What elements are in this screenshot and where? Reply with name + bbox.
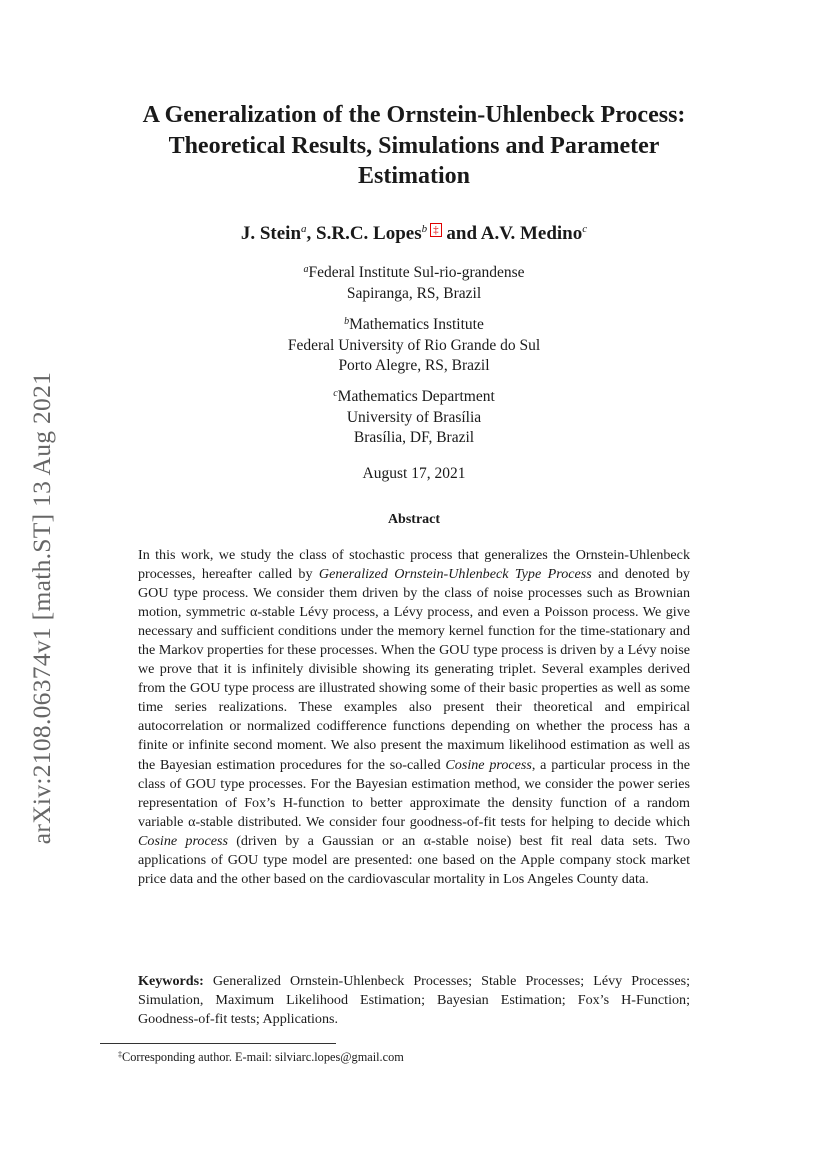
abstract-heading: Abstract <box>387 512 441 527</box>
affiliation-line: Mathematics Department <box>337 388 495 405</box>
author-name: A.V. Medino <box>480 223 583 244</box>
footnote <box>118 1047 718 1065</box>
author-name: J. Stein <box>240 223 302 244</box>
affiliation-line: Porto Alegre, RS, Brazil <box>338 357 490 374</box>
abstract-text: and denoted by GOU type process. We consider them driven by the class of noise processes such as Brownian motion, symmetric α-stable Lévy process, a Lévy process, and even a Poisson process. We give necessary and sufficient conditions under the memory kernel function for the time-stationary and the Markov properties for these processes. When the GOU type process is driven by a Lévy noise we prove that it is infinitely divisible showing its generating triplet. Several examples derived from the GOU type process are illustrated showing some of their basic properties as well as some time series realizations. These examples also present their theoretical and empirical autocorrelation or normalized codifference functions depending on whether the process has a finite or infinite second moment. We also present the maximum likelihood estimation as well as the Bayesian estimation procedures for the so-called <box>138 566 690 773</box>
title-line-3: Estimation <box>357 163 470 189</box>
affiliation-sup: c <box>333 388 338 399</box>
affiliation-line: Sapiranga, RS, Brazil <box>346 284 482 302</box>
footnote-mark: ‡ <box>118 1050 122 1059</box>
affiliation-b <box>190 312 638 377</box>
abstract-emphasis: Cosine process <box>445 756 532 773</box>
abstract-text: (driven by a Gaussian or an α-stable noise) best fit real data sets. Two applications of GOU type model are presented: one based on the Apple company stock market price data and the other based on the cardiovascular mortality in Los Angeles County data. <box>138 832 690 887</box>
author-affil-sup: a <box>301 223 307 235</box>
arxiv-stamp: arXiv:2108.06374v1 [math.ST] 13 Aug 2021 <box>27 371 56 845</box>
keywords-block <box>138 972 690 1029</box>
author-name: S.R.C. Lopes <box>316 223 422 244</box>
title-line-2: Theoretical Results, Simulations and Parameter <box>168 132 660 159</box>
author-affil-sup: b <box>421 223 428 235</box>
keywords-label: Keywords: <box>138 973 204 989</box>
title-line-1: A Generalization of the Ornstein-Uhlenbeck Process: <box>142 102 686 128</box>
keywords-text: Generalized Ornstein-Uhlenbeck Processes; Stable Processes; Lévy Processes; Simulation, Maximum Likelihood Estimation; Bayesian Estimation; Fox’s H-Function; Goodness-of-fit tests; Applications. <box>138 973 690 1028</box>
affiliation-line: Federal Institute Sul-rio-grandense <box>308 264 525 281</box>
footnote-text: Corresponding author. E-mail: silviarc.lopes@gmail.com <box>122 1050 404 1064</box>
abstract-text: In this work, we study the class of stochastic process that generalizes the Ornstein-Uhlenbeck processes, hereafter called by <box>138 547 690 583</box>
abstract-emphasis: Cosine process <box>138 832 228 849</box>
affiliation-sup: a <box>303 264 309 275</box>
abstract-emphasis: Generalized Ornstein-Uhlenbeck Type Process <box>318 566 592 583</box>
affiliation-line: Federal University of Rio Grande do Sul <box>287 336 541 354</box>
affiliation-c <box>190 384 638 449</box>
affiliation-line: Mathematics Institute <box>349 316 484 333</box>
affiliation-line: Brasília, DF, Brazil <box>353 429 475 446</box>
abstract-body <box>138 546 690 889</box>
author-separator: , <box>306 223 317 244</box>
author-list <box>90 217 738 246</box>
footnote-rule <box>100 1043 336 1044</box>
abstract-text: , a particular process in the class of GOU type processes. For the Bayesian estimation method, we consider the power series representation of Fox’s H-function to better approximate the density function of a random variable α-stable distributed. We consider four goodness-of-fit tests for helping to decide which <box>138 756 690 830</box>
affiliation-a <box>190 260 638 304</box>
author-affil-sup: c <box>582 223 588 235</box>
paper-title <box>90 100 738 192</box>
paper-date: August 17, 2021 <box>362 465 466 482</box>
author-separator: and <box>441 223 481 244</box>
affiliation-sup: b <box>344 316 350 327</box>
affiliation-line: University of Brasília <box>346 408 482 426</box>
footnote-link[interactable]: ‡ <box>430 223 442 237</box>
